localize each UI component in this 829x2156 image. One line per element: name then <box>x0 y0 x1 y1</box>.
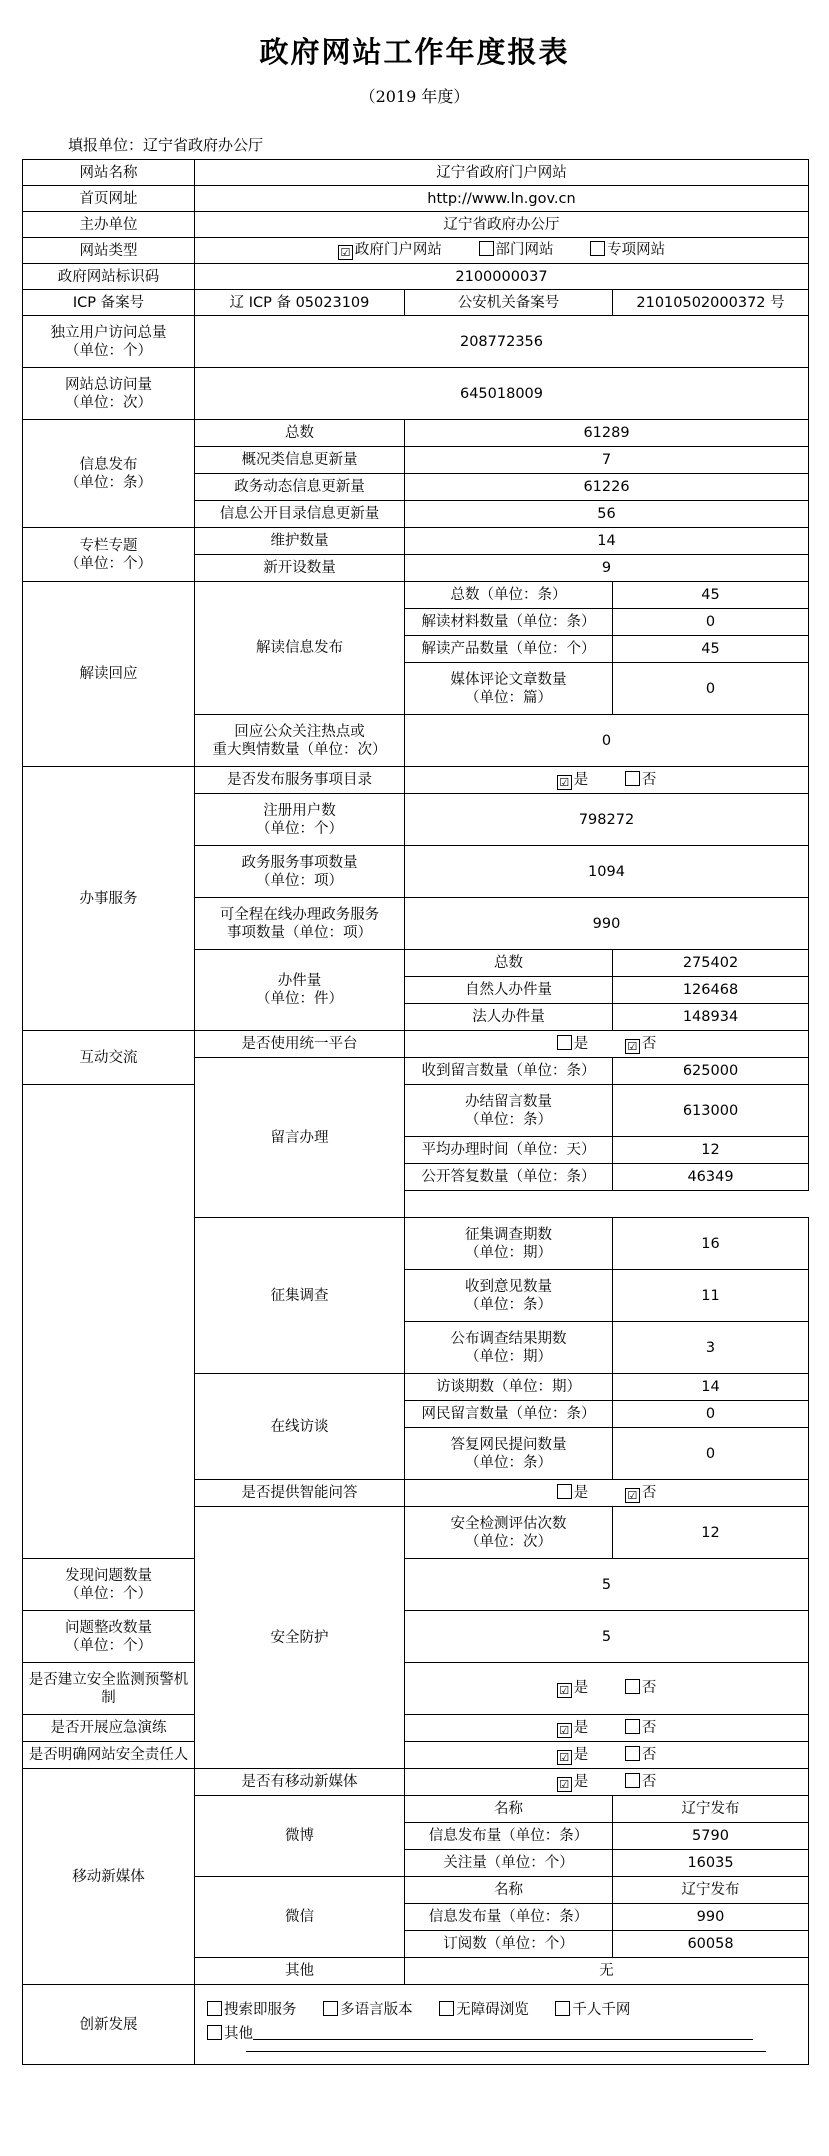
weibo-row-label: 关注量（单位：个） <box>405 1850 613 1877</box>
service-online-label: 可全程在线办理政务服务 事项数量（单位：项） <box>195 898 405 950</box>
interp-row-value: 45 <box>613 582 809 609</box>
warn-label: 是否建立安全监测预警机 制 <box>23 1663 195 1715</box>
id-value: 2100000037 <box>195 264 809 290</box>
interp-section-label: 解读回应 <box>23 582 195 767</box>
type-option-portal[interactable]: ☑ 政府门户网站 <box>338 241 442 260</box>
checkbox-unchecked-icon <box>625 1719 640 1734</box>
interp-sub-label: 解读信息发布 <box>195 582 405 715</box>
row-icp <box>23 290 809 316</box>
police-value: 21010502000372 号 <box>613 290 809 316</box>
qa-options <box>405 1480 809 1507</box>
mobile-section-label: 移动新媒体 <box>23 1769 195 1985</box>
wechat-row-value: 60058 <box>613 1931 809 1958</box>
service-users-label: 注册用户数 （单位：个） <box>195 794 405 846</box>
option-yes[interactable]: 是 <box>557 1484 589 1502</box>
fill-line[interactable] <box>253 2025 753 2040</box>
checkbox-unchecked-icon <box>625 771 640 786</box>
option-no[interactable]: 否 <box>625 1679 657 1697</box>
interact-section-label: 互动交流 <box>23 1031 195 1085</box>
info-row-value: 7 <box>405 447 809 474</box>
warn-options <box>405 1663 809 1715</box>
innov-option[interactable]: 无障碍浏览 <box>439 1998 529 2022</box>
column-row-label: 维护数量 <box>195 528 405 555</box>
type-options <box>195 238 809 264</box>
wechat-row-label: 订阅数（单位：个） <box>405 1931 613 1958</box>
row-site-name <box>23 160 809 186</box>
id-label: 政府网站标识码 <box>23 264 195 290</box>
weibo-label: 微博 <box>195 1796 405 1877</box>
drill-options <box>405 1715 809 1742</box>
wechat-row-value: 990 <box>613 1904 809 1931</box>
wechat-row-value: 辽宁发布 <box>613 1877 809 1904</box>
checkbox-unchecked-icon <box>625 1679 640 1694</box>
report-title: 政府网站工作年度报表 <box>259 35 570 69</box>
row-type <box>23 238 809 264</box>
checkbox-unchecked-icon <box>207 2001 222 2016</box>
interp-row-label: 解读材料数量（单位：条） <box>405 609 613 636</box>
filler-unit: 填报单位：辽宁省政府办公厅 <box>68 136 264 154</box>
home-value: http://www.ln.gov.cn <box>195 186 809 212</box>
msg-row-value: 613000 <box>613 1085 809 1137</box>
wechat-row-label: 名称 <box>405 1877 613 1904</box>
type-label: 网站类型 <box>23 238 195 264</box>
service-section-label: 办事服务 <box>23 767 195 1031</box>
survey-row-value: 16 <box>613 1218 809 1270</box>
interview-row-value: 0 <box>613 1401 809 1428</box>
weibo-row-label: 名称 <box>405 1796 613 1823</box>
survey-row-value: 11 <box>613 1270 809 1322</box>
survey-label: 征集调查 <box>195 1218 405 1374</box>
checkbox-unchecked-icon <box>625 1773 640 1788</box>
host-value: 辽宁省政府办公厅 <box>195 212 809 238</box>
service-users-value: 798272 <box>405 794 809 846</box>
column-row-value: 9 <box>405 555 809 582</box>
interview-row-label: 访谈期数（单位：期） <box>405 1374 613 1401</box>
innovation-section-label: 创新发展 <box>23 1985 195 2065</box>
option-yes[interactable]: ☑ 是 <box>557 1746 589 1765</box>
option-no[interactable]: ☑ 否 <box>625 1484 657 1503</box>
service-items-value: 1094 <box>405 846 809 898</box>
innovation-options <box>195 1985 809 2065</box>
column-row-label: 新开设数量 <box>195 555 405 582</box>
info-row-label: 信息公开目录信息更新量 <box>195 501 405 528</box>
option-no[interactable]: 否 <box>625 1773 657 1791</box>
security-row-value: 5 <box>405 1611 809 1663</box>
qa-label: 是否提供智能问答 <box>195 1480 405 1507</box>
msg-row-label: 办结留言数量 （单位：条） <box>405 1085 613 1137</box>
handle-row-label: 总数 <box>405 950 613 977</box>
checkbox-unchecked-icon <box>557 1484 572 1499</box>
uv-label: 独立用户访问总量 （单位：个） <box>23 316 195 368</box>
mobile-has-options <box>405 1769 809 1796</box>
option-yes[interactable]: ☑ 是 <box>557 1773 589 1792</box>
site-name-label: 网站名称 <box>23 160 195 186</box>
survey-row-label: 公布调查结果期数 （单位：期） <box>405 1322 613 1374</box>
fill-line[interactable] <box>246 2050 766 2052</box>
checkbox-checked-icon: ☑ <box>557 1777 572 1792</box>
option-yes[interactable]: ☑ 是 <box>557 1719 589 1738</box>
handle-row-label: 自然人办件量 <box>405 977 613 1004</box>
checkbox-checked-icon: ☑ <box>557 775 572 790</box>
msg-row-value: 46349 <box>613 1164 809 1191</box>
info-row-label: 总数 <box>195 420 405 447</box>
interview-row-value: 0 <box>613 1428 809 1480</box>
checkbox-unchecked-icon <box>323 2001 338 2016</box>
security-row-value: 5 <box>405 1559 809 1611</box>
icp-label: ICP 备案号 <box>23 290 195 316</box>
wechat-label: 微信 <box>195 1877 405 1958</box>
survey-row-label: 征集调查期数 （单位：期） <box>405 1218 613 1270</box>
innov-option[interactable]: 搜索即服务 <box>207 1998 297 2022</box>
interp-row-label: 总数（单位：条） <box>405 582 613 609</box>
option-no[interactable]: ☑ 否 <box>625 1035 657 1054</box>
info-row-value: 61226 <box>405 474 809 501</box>
column-row-value: 14 <box>405 528 809 555</box>
innov-option-other[interactable]: 其他 <box>207 2022 253 2046</box>
service-items-label: 政务服务事项数量 （单位：项） <box>195 846 405 898</box>
checkbox-checked-icon: ☑ <box>557 1683 572 1698</box>
spacer <box>405 1191 809 1218</box>
uv-value: 208772356 <box>195 316 809 368</box>
column-section-label: 专栏专题 （单位：个） <box>23 528 195 582</box>
row-host <box>23 212 809 238</box>
type-option-dept[interactable]: 部门网站 <box>479 241 554 259</box>
interp-row-label: 媒体评论文章数量 （单位：篇） <box>405 663 613 715</box>
security-row-value: 12 <box>613 1507 809 1559</box>
interp-resp-value: 0 <box>405 715 809 767</box>
service-catalog-label: 是否发布服务事项目录 <box>195 767 405 794</box>
service-online-value: 990 <box>405 898 809 950</box>
site-name-value: 辽宁省政府门户网站 <box>195 160 809 186</box>
security-section-label: 安全防护 <box>195 1507 405 1769</box>
pv-value: 645018009 <box>195 368 809 420</box>
weibo-row-value: 辽宁发布 <box>613 1796 809 1823</box>
interp-resp-label: 回应公众关注热点或 重大舆情数量（单位：次） <box>195 715 405 767</box>
option-no[interactable]: 否 <box>625 1719 657 1737</box>
interview-row-label: 网民留言数量（单位：条） <box>405 1401 613 1428</box>
wechat-row-label: 信息发布量（单位：条） <box>405 1904 613 1931</box>
row-pv <box>23 368 809 420</box>
handle-row-value: 148934 <box>613 1004 809 1031</box>
checkbox-unchecked-icon <box>557 1035 572 1050</box>
msg-row-value: 12 <box>613 1137 809 1164</box>
host-label: 主办单位 <box>23 212 195 238</box>
interp-row-value: 45 <box>613 636 809 663</box>
weibo-row-value: 5790 <box>613 1823 809 1850</box>
type-option-special[interactable]: 专项网站 <box>590 241 665 259</box>
security-row-label: 问题整改数量 （单位：个） <box>23 1611 195 1663</box>
report-table <box>22 159 809 2065</box>
info-row-label: 政务动态信息更新量 <box>195 474 405 501</box>
checkbox-unchecked-icon <box>625 1746 640 1761</box>
checkbox-checked-icon: ☑ <box>625 1039 640 1054</box>
msg-row-label: 公开答复数量（单位：条） <box>405 1164 613 1191</box>
service-catalog-options <box>405 767 809 794</box>
checkbox-checked-icon: ☑ <box>557 1750 572 1765</box>
msg-label: 留言办理 <box>195 1058 405 1218</box>
row-uv <box>23 316 809 368</box>
service-handle-label: 办件量 （单位：件） <box>195 950 405 1031</box>
handle-row-label: 法人办件量 <box>405 1004 613 1031</box>
platform-options <box>405 1031 809 1058</box>
drill-label: 是否开展应急演练 <box>23 1715 195 1742</box>
pv-label: 网站总访问量 （单位：次） <box>23 368 195 420</box>
interp-row-value: 0 <box>613 609 809 636</box>
option-yes[interactable]: ☑ 是 <box>557 1679 589 1698</box>
weibo-row-value: 16035 <box>613 1850 809 1877</box>
resp-person-options <box>405 1742 809 1769</box>
security-row-label: 安全检测评估次数 （单位：次） <box>405 1507 613 1559</box>
checkbox-checked-icon: ☑ <box>338 245 353 260</box>
option-no[interactable]: 否 <box>625 1746 657 1764</box>
handle-row-value: 275402 <box>613 950 809 977</box>
other-label: 其他 <box>195 1958 405 1985</box>
handle-row-value: 126468 <box>613 977 809 1004</box>
interview-row-value: 14 <box>613 1374 809 1401</box>
interact-blank <box>23 1085 195 1559</box>
security-row-label: 发现问题数量 （单位：个） <box>23 1559 195 1611</box>
innov-option[interactable]: 多语言版本 <box>323 1998 413 2022</box>
msg-row-value: 625000 <box>613 1058 809 1085</box>
checkbox-unchecked-icon <box>555 2001 570 2016</box>
icp-value: 辽 ICP 备 05023109 <box>195 290 405 316</box>
interp-row-value: 0 <box>613 663 809 715</box>
checkbox-checked-icon: ☑ <box>557 1723 572 1738</box>
interview-row-label: 答复网民提问数量 （单位：条） <box>405 1428 613 1480</box>
checkbox-checked-icon: ☑ <box>625 1488 640 1503</box>
report-year: （2019 年度） <box>359 87 470 106</box>
interp-row-label: 解读产品数量（单位：个） <box>405 636 613 663</box>
info-row-value: 61289 <box>405 420 809 447</box>
msg-row-label: 平均办理时间（单位：天） <box>405 1137 613 1164</box>
checkbox-unchecked-icon <box>479 241 494 256</box>
info-section-label: 信息发布 （单位：条） <box>23 420 195 528</box>
msg-row-label: 收到留言数量（单位：条） <box>405 1058 613 1085</box>
option-yes[interactable]: 是 <box>557 1035 589 1053</box>
info-row-label: 概况类信息更新量 <box>195 447 405 474</box>
survey-row-value: 3 <box>613 1322 809 1374</box>
info-row-value: 56 <box>405 501 809 528</box>
home-label: 首页网址 <box>23 186 195 212</box>
resp-person-label: 是否明确网站安全责任人 <box>23 1742 195 1769</box>
police-label: 公安机关备案号 <box>405 290 613 316</box>
row-home <box>23 186 809 212</box>
weibo-row-label: 信息发布量（单位：条） <box>405 1823 613 1850</box>
interview-label: 在线访谈 <box>195 1374 405 1480</box>
innov-option[interactable]: 千人千网 <box>555 1998 630 2022</box>
checkbox-unchecked-icon <box>439 2001 454 2016</box>
other-value: 无 <box>405 1958 809 1985</box>
mobile-has-label: 是否有移动新媒体 <box>195 1769 405 1796</box>
row-id <box>23 264 809 290</box>
option-no[interactable]: 否 <box>625 771 657 789</box>
platform-label: 是否使用统一平台 <box>195 1031 405 1058</box>
checkbox-unchecked-icon <box>590 241 605 256</box>
survey-row-label: 收到意见数量 （单位：条） <box>405 1270 613 1322</box>
checkbox-unchecked-icon <box>207 2025 222 2040</box>
option-yes[interactable]: ☑ 是 <box>557 771 589 790</box>
